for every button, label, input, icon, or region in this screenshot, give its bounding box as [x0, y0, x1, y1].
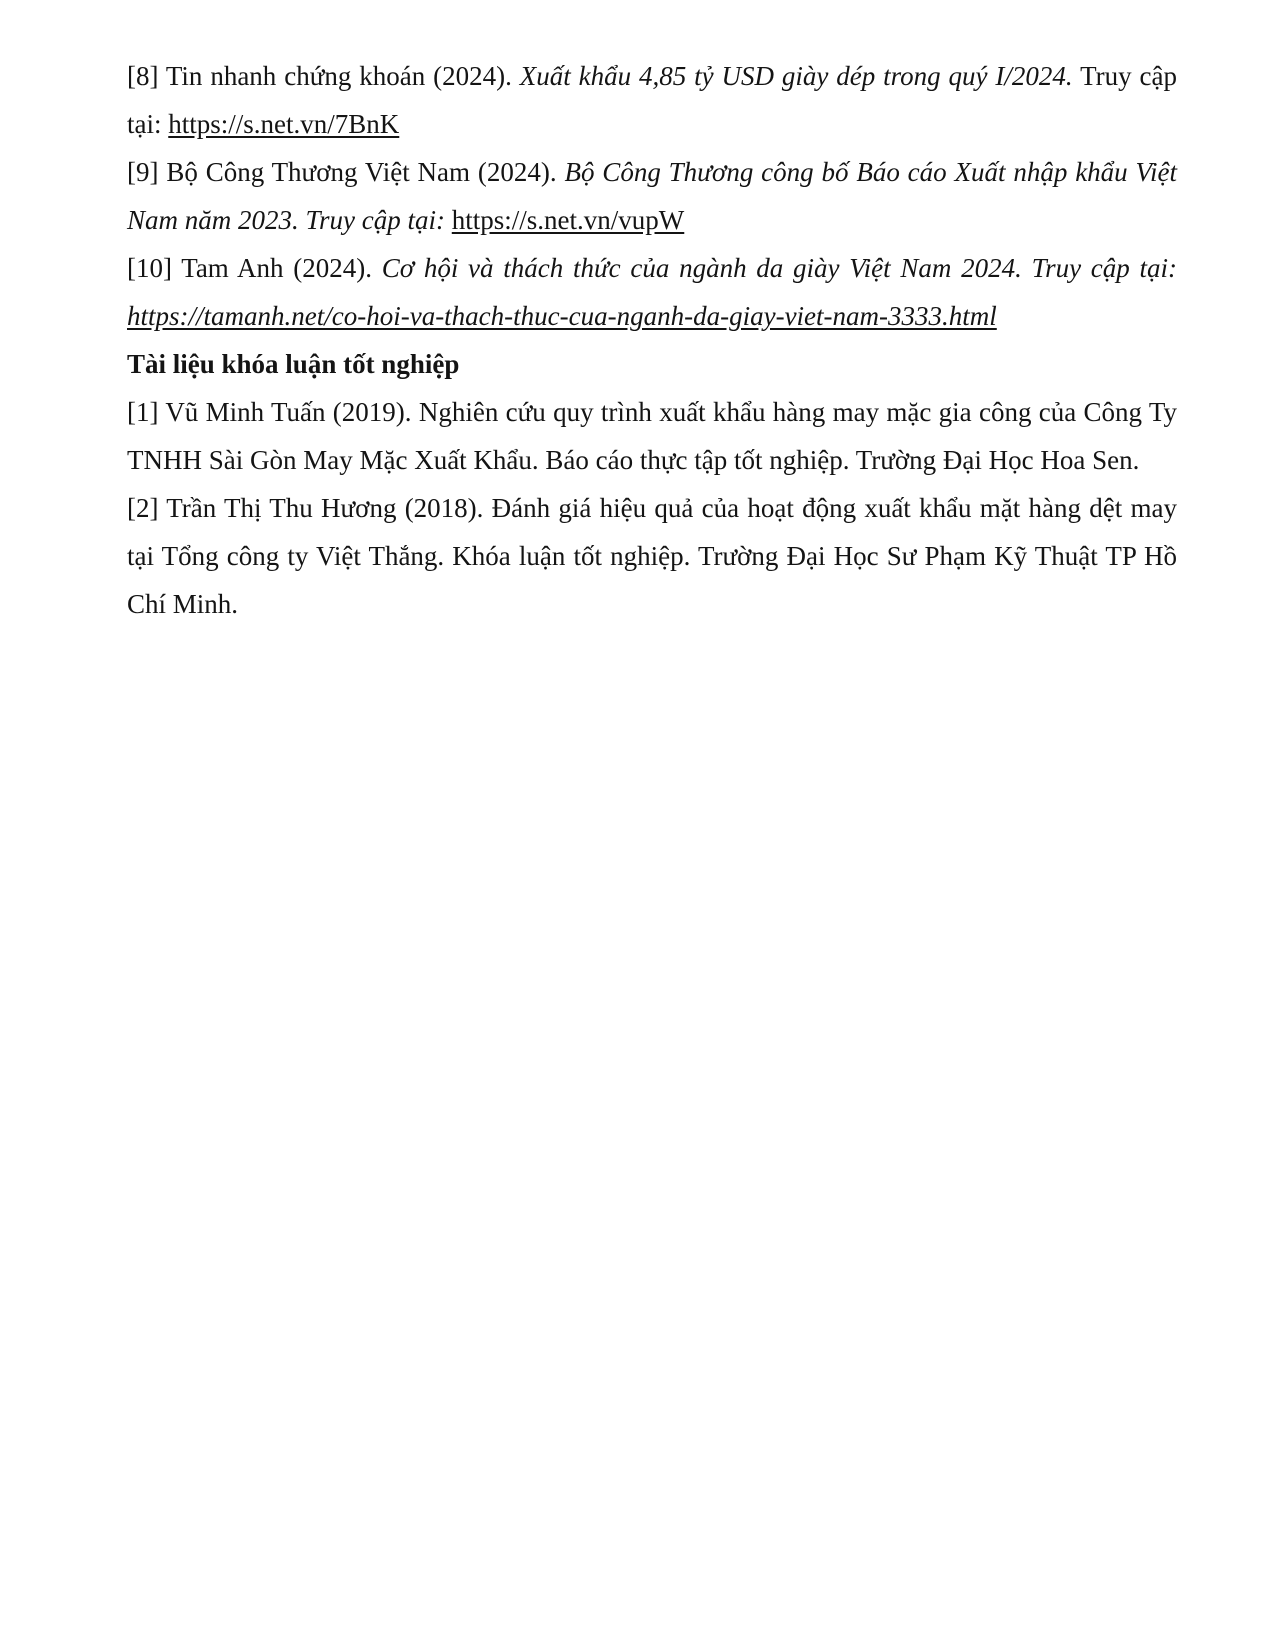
section-heading-thesis: Tài liệu khóa luận tốt nghiệp	[127, 349, 460, 379]
reference-item-8	[127, 52, 1177, 148]
reference-author-year: Tam Anh (2024).	[181, 253, 372, 283]
reference-author-year: Tin nhanh chứng khoán (2024).	[165, 61, 512, 91]
reference-title: Xuất khẩu 4,85 tỷ USD giày dép trong quý I/2024.	[519, 61, 1073, 91]
reference-text: Vũ Minh Tuấn (2019). Nghiên cứu quy trình xuất khẩu hàng may mặc gia công của Công Ty TNHH Sài Gòn May Mặc Xuất Khẩu. Báo cáo thực tập tốt nghiệp. Trường Đại Học Hoa Sen.	[127, 397, 1177, 475]
reference-item-9	[127, 148, 1177, 244]
references-content	[127, 52, 1177, 628]
reference-number: [2]	[127, 493, 159, 523]
reference-url-link[interactable]: https://s.net.vn/7BnK	[168, 109, 400, 139]
reference-title: Bộ Công Thương công bố Báo cáo Xuất nhập khẩu Việt Nam năm 2023.	[127, 157, 1178, 235]
reference-access-label: Truy cập tại:	[305, 205, 446, 235]
reference-url-link[interactable]: https://tamanh.net/co-hoi-va-thach-thuc-cua-nganh-da-giay-viet-nam-3333.html	[127, 301, 997, 331]
reference-number: [8]	[127, 61, 159, 91]
reference-access-label: Truy cập tại:	[127, 61, 1177, 139]
reference-item-10	[127, 244, 1177, 340]
reference-url-link[interactable]: https://s.net.vn/vupW	[451, 205, 685, 235]
reference-title: Cơ hội và thách thức của ngành da giày Việt Nam 2024.	[381, 253, 1022, 283]
reference-number: [10]	[127, 253, 172, 283]
reference-access-label: Truy cập tại:	[1031, 253, 1178, 283]
reference-text: Trần Thị Thu Hương (2018). Đánh giá hiệu quả của hoạt động xuất khẩu mặt hàng dệt may tại Tổng công ty Việt Thắng. Khóa luận tốt nghiệp. Trường Đại Học Sư Phạm Kỹ Thuật TP Hồ Chí Minh.	[127, 493, 1177, 619]
reference-number: [9]	[127, 157, 159, 187]
thesis-reference-item-1	[127, 388, 1177, 484]
reference-author-year: Bộ Công Thương Việt Nam (2024).	[166, 157, 557, 187]
reference-number: [1]	[127, 397, 159, 427]
thesis-reference-item-2	[127, 484, 1177, 628]
